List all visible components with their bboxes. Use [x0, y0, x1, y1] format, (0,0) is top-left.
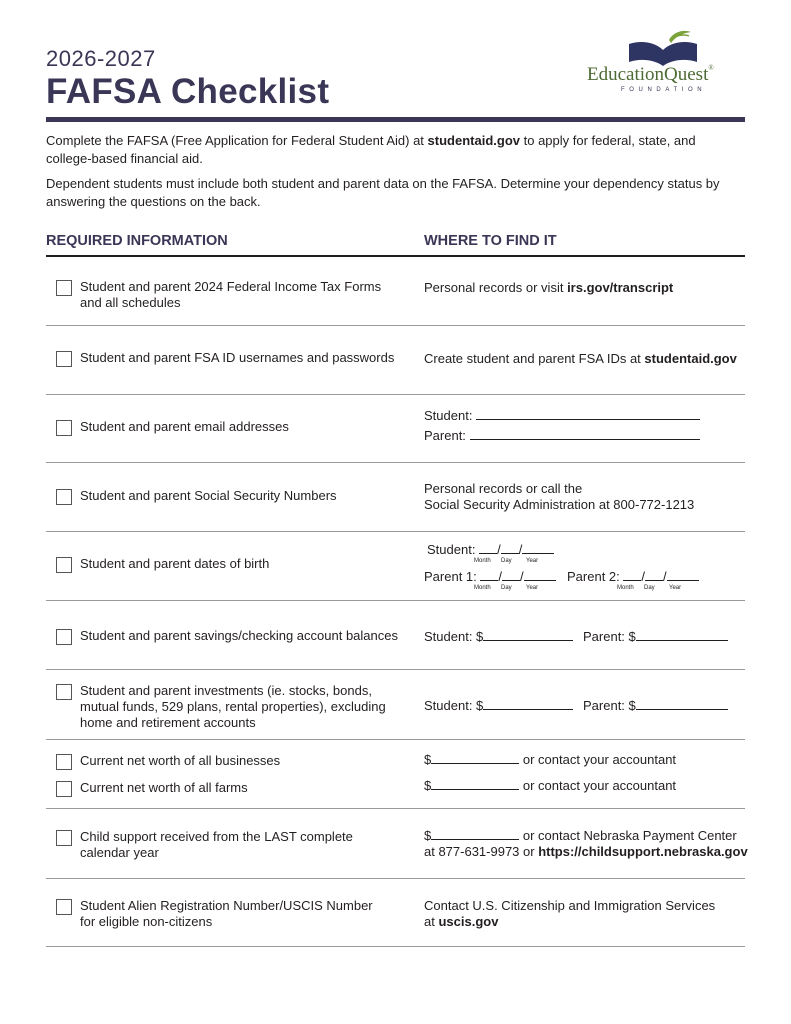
item-label: Student and parent FSA ID usernames and passwords	[80, 350, 395, 365]
studentaid-link[interactable]: studentaid.gov	[427, 133, 520, 148]
item-label: Student Alien Registration Number/USCIS Number for eligible non-citizens	[80, 898, 373, 929]
checklist-row-dates-of-birth	[46, 532, 745, 601]
intro-paragraph-2: Dependent students must include both student and parent data on the FAFSA. Determine your dependency status by answering the questions on the back.	[46, 176, 720, 209]
checkbox-farms[interactable]	[56, 781, 72, 797]
checklist-row-alien-registration	[46, 879, 745, 947]
student-dob-field[interactable]: Student: / / Month Day Year	[427, 542, 554, 557]
checkbox[interactable]	[56, 830, 72, 846]
farms-amount-field[interactable]: $ or contact your accountant	[424, 778, 677, 793]
column-header-where: WHERE TO FIND IT	[424, 233, 557, 249]
parent-investments-field[interactable]: Parent: $	[583, 698, 728, 714]
page-header	[46, 44, 745, 124]
student-email-field[interactable]: Student:	[424, 408, 700, 424]
checklist-row-investments	[46, 670, 745, 740]
checkbox[interactable]	[56, 557, 72, 573]
intro-paragraph-1: Complete the FAFSA (Free Application for Federal Student Aid) at studentaid.gov to apply for federal, state, and college-based financial aid.	[46, 133, 696, 166]
checkbox[interactable]	[56, 899, 72, 915]
where-to-find-line2: Social Security Administration at 800-772-1213	[424, 497, 695, 512]
open-book-icon	[625, 30, 701, 66]
column-header-required: REQUIRED INFORMATION	[46, 233, 228, 249]
item-label: Student and parent savings/checking account balances	[80, 628, 398, 643]
intro-text	[46, 132, 736, 218]
checkbox[interactable]	[56, 684, 72, 700]
uscis-link[interactable]: uscis.gov	[438, 914, 499, 929]
businesses-amount-field[interactable]: $ or contact your accountant	[424, 752, 677, 767]
student-savings-field[interactable]: Student: $	[424, 629, 573, 645]
childsupport-link[interactable]: https://childsupport.nebraska.gov	[538, 844, 748, 859]
parent1-dob-field[interactable]: Parent 1: / / Month Day Year	[424, 569, 556, 584]
studentaid-link[interactable]: studentaid.gov	[644, 351, 737, 366]
checkbox[interactable]	[56, 420, 72, 436]
checklist-row-net-worth	[46, 740, 745, 809]
checklist-row-fsa-id	[46, 326, 745, 395]
where-to-find-line2: at 877-631-9973 or https://childsupport.nebraska.gov	[424, 844, 748, 859]
checklist-row-savings	[46, 601, 745, 670]
checkbox[interactable]	[56, 351, 72, 367]
checkbox-businesses[interactable]	[56, 754, 72, 770]
item-label: Student and parent 2024 Federal Income Tax Forms and all schedules	[80, 279, 382, 310]
checkbox[interactable]	[56, 629, 72, 645]
where-to-find-line1: Contact U.S. Citizenship and Immigration Services	[424, 898, 716, 913]
title-divider	[46, 117, 745, 122]
where-to-find-line1: Personal records or call the	[424, 481, 583, 496]
item-label: Student and parent dates of birth	[80, 556, 270, 571]
item-label: Child support received from the LAST complete calendar year	[80, 829, 353, 860]
year-label: 2026-2027	[46, 46, 156, 71]
parent2-dob-field[interactable]: Parent 2: / / Month Day Year	[567, 569, 699, 584]
item-label: Student and parent Social Security Numbers	[80, 488, 337, 503]
item-label-farms: Current net worth of all farms	[80, 780, 248, 795]
page-title: FAFSA Checklist	[46, 72, 330, 111]
where-to-find: Create student and parent FSA IDs at studentaid.gov	[424, 351, 737, 366]
item-label: Student and parent email addresses	[80, 419, 289, 434]
checkbox[interactable]	[56, 280, 72, 296]
student-investments-field[interactable]: Student: $	[424, 698, 573, 714]
logo-wordmark: EducationQuest®	[587, 64, 714, 85]
irs-transcript-link[interactable]: irs.gov/transcript	[567, 280, 674, 295]
checklist-row-child-support	[46, 809, 748, 879]
where-to-find: Personal records or visit irs.gov/transcript	[424, 280, 674, 295]
checklist-row-tax-forms	[46, 256, 745, 326]
checklist-row-email	[46, 395, 745, 463]
item-label-businesses: Current net worth of all businesses	[80, 753, 281, 768]
where-to-find-line2: at uscis.gov	[424, 914, 499, 929]
checkbox[interactable]	[56, 489, 72, 505]
parent-email-field[interactable]: Parent:	[424, 428, 700, 444]
educationquest-logo	[587, 30, 737, 100]
parent-savings-field[interactable]: Parent: $	[583, 629, 728, 645]
child-support-amount-field[interactable]: $ or contact Nebraska Payment Center	[424, 828, 737, 843]
logo-subtitle: FOUNDATION	[621, 87, 707, 93]
item-label: Student and parent investments (ie. stocks, bonds, mutual funds, 529 plans, rental properties), excluding home and retirement accounts	[80, 683, 386, 730]
checklist-row-ssn	[46, 463, 745, 532]
